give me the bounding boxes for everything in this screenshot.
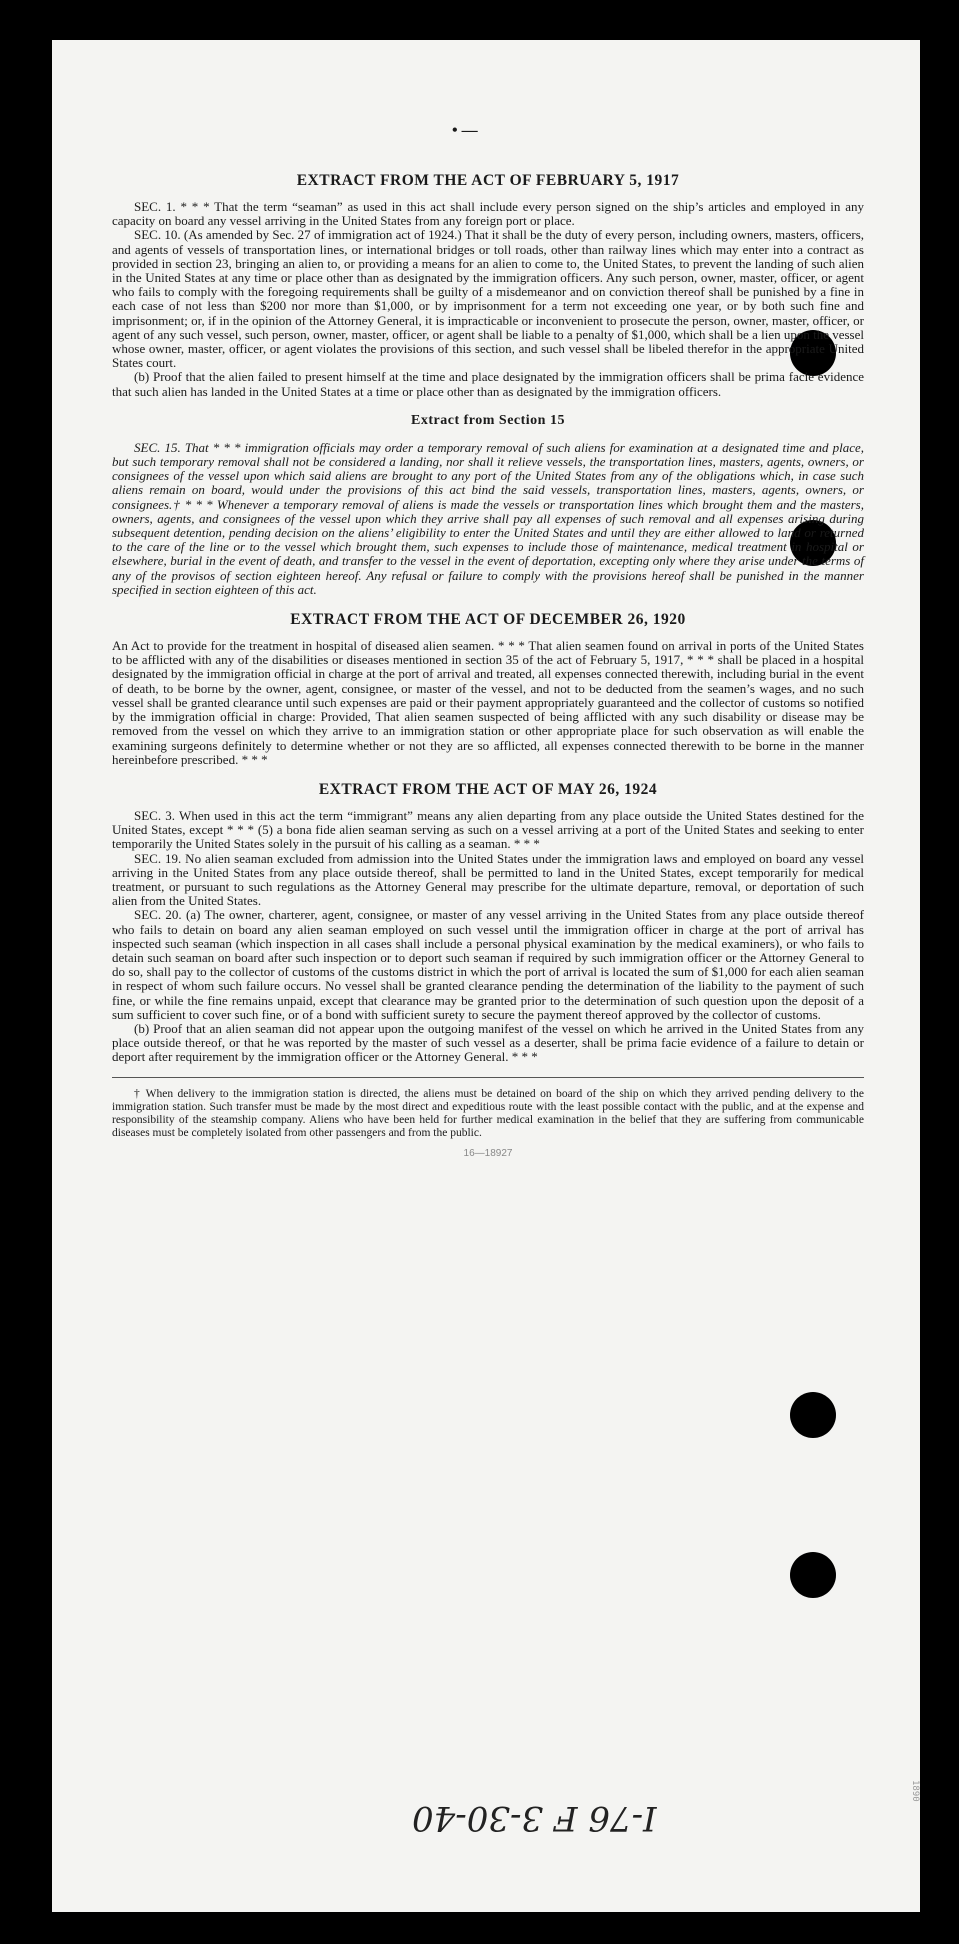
paragraph: An Act to provide for the treatment in hospital of diseased alien seamen. * * * That alien seamen found on arrival in ports of the United States to be afflicted with any of the disabilities or diseases mentioned in section 35 of the act of February 5, 1917, * * * shall be placed in a hospital designated by the immigration official in charge at the port of arrival and treated, all expenses connected therewith, including burial in the event of death, to be borne by the owner, agent, consignee, or master of the vessel, and not to be deducted from the seamen’s wages, and no such vessel shall be granted clearance until such expenses are paid or their payment appropriately guaranteed and the collector of customs so notified by the immigration official in charge: Provided, That alien seamen suspected of being afflicted with any such disability or disease may be removed from the vessel on which they arrive to an immigration station or other appropriate place for such observation as will enable the examining surgeons definitely to determine whether or not they are so afflicted, all expenses connected therewith to be borne in the manner hereinbefore prescribed. * * * [112,638,864,767]
footnote: † When delivery to the immigration station is directed, the aliens must be detained on board of the ship on which they arrived pending delivery to the immigration station. Such transfer must be made by the most direct and expeditious route with the least possible contact with the public, and at the expense and responsibility of the steamship company. Aliens who have been held for further medical examination in the belief that they are suffering from communicable diseases must be completely isolated from other passengers and from the public. [112,1087,864,1139]
section-heading: Extract from Section 15 [411,412,565,428]
section-heading: EXTRACT FROM THE ACT OF FEBRUARY 5, 1917 [296,172,680,189]
paragraph: SEC. 15. That * * * immigration officials may order a temporary removal of such aliens for examination at a designated time and place, but such temporary removal shall not be considered a landing, nor shall it relieve vessels, the transportation lines, masters, agents, owners, or consignees of the vessel upon which said aliens are brought to any port of the United States from any of the obligations which, in case such aliens remain on board, would under the provisions of this act bind the said vessels, transportation lines, masters, agents, owners, or consignees.† * * * Whenever a temporary removal of aliens is made the vessels or transportation lines which brought them and the masters, owners, agents, and consignees of the vessel upon which they arrive shall pay all expenses of such removal and all expenses arising during subsequent detention, pending decision on the aliens’ eligibility to enter the United States and until they are either allowed to land or returned to the care of the line or to the vessel which brought them, such expenses to include those of maintenance, medical treatment in hospital or elsewhere, burial in the event of death, and transfer to the vessel in the event of deportation, excepting only where they arise under the terms of any of the provisos of section eighteen hereof. Any refusal or failure to comply with the provisions hereof shall be punished in the manner specified in section eighteen of this act. [112,439,864,597]
paragraph: (b) Proof that an alien seaman did not appear upon the outgoing manifest of the vessel on which he arrived in the United States from any place outside thereof, or that he was reported by the master of such vessel as a deserter, shall be prima facie evidence of a failure to detain or deport after requirement by the immigration officer or the Attorney General. * * * [112,1020,864,1065]
side-stamp: 1890 [910,1780,920,1802]
top-marks: • — [452,122,478,139]
punch-hole [790,1392,836,1438]
handwritten-annotation: I-76 F 3-30-40 [412,1798,657,1838]
paragraph: (b) Proof that the alien failed to present himself at the time and place designated by the immigration officers shall be prima facie evidence that such alien has landed in the United States at a time or place other than as designated by the immigration officers. [112,369,864,399]
paragraph: SEC. 1. * * * That the term “seaman” as used in this act shall include every person signed on the ship’s articles and employed in any capacity on board any vessel arriving in the United States from any foreign port or place. [112,199,864,229]
paragraph: SEC. 3. When used in this act the term “immigrant” means any alien departing from any place outside the United States destined for the United States, except * * * (5) a bona fide alien seaman serving as such on a vessel arriving at a port of the United States and seeking to enter temporarily the United States solely in the pursuit of his calling as a seaman. * * * [112,807,864,852]
print-code: 16—18927 [463,1147,513,1159]
paragraph: SEC. 19. No alien seaman excluded from admission into the United States under the immigration laws and employed on board any vessel arriving in the United States from any place outside thereof, shall be permitted to land in the United States, except temporarily for medical treatment, or pursuant to such regulations as the Attorney General may prescribe for the ultimate departure, removal, or deportation of such alien from the United States. [112,850,864,909]
section-heading: EXTRACT FROM THE ACT OF MAY 26, 1924 [318,780,658,798]
punch-hole [790,1552,836,1598]
document-page [52,40,920,1912]
section-heading: EXTRACT FROM THE ACT OF DECEMBER 26, 1920 [290,611,686,629]
paragraph: SEC. 10. (As amended by Sec. 27 of immigration act of 1924.) That it shall be the duty of every person, including owners, masters, officers, and agents of vessels of transportation lines, or international bridges or toll roads, other than railway lines which may enter into a contract as provided in section 23, bringing an alien to, or providing a means for an alien to come to, the United States, to prevent the landing of such alien in the United States at any time or place other than as designated by the immigration officers. Any such person, owner, master, officer, or agent who fails to comply with the foregoing requirements shall be guilty of a misdemeanor and on conviction thereof shall be punished by a fine in each case of not less than $200 nor more than $1,000, or by imprisonment for a term not exceeding one year, or by both such fine and imprisonment; or, if in the opinion of the Attorney General, it is impracticable or inconvenient to prosecute the person, owner, master, officer, or agent of any such vessel, such person, owner, master, officer, or agent shall be liable to a penalty of $1,000, which shall be a lien upon the vessel whose owner, master, officer, or agent violates the provisions of this section, and such vessel shall be libeled therefor in the appropriate United States court. [112,227,864,371]
text-block [112,172,864,1159]
paragraph: SEC. 20. (a) The owner, charterer, agent, consignee, or master of any vessel arriving in the United States from any place outside thereof who fails to detain on board any alien seaman employed on such vessel until the immigration officer in charge at the port of arrival has inspected such seaman (which inspection in all cases shall include a personal physical examination by the medical examiners), or who fails to detain such seaman on board after such inspection or to deport such seaman if required by such immigration officer or the Attorney General to do so, shall pay to the collector of customs of the customs district in which the port of arrival is located the sum of $1,000 for each alien seaman in respect of whom such failure occurs. No vessel shall be granted clearance pending the determination of the liability to the payment of such fine, or while the fine remains unpaid, except that clearance may be granted prior to the determination of such question upon the deposit of a sum sufficient to cover such fine, or of a bond with sufficient surety to secure the payment thereof approved by the collector of customs. [112,907,864,1022]
